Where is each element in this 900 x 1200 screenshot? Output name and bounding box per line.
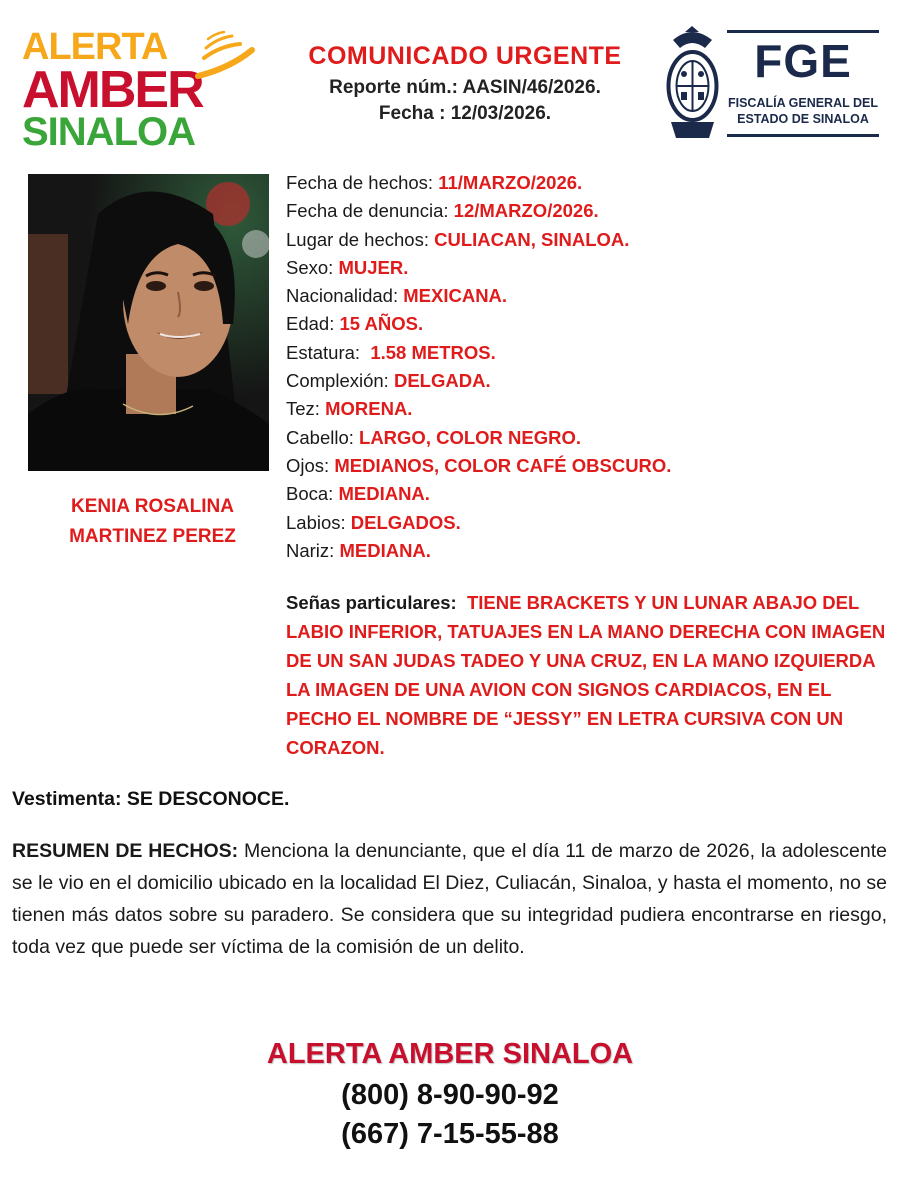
- person-name-line1: KENIA ROSALINA: [71, 496, 234, 517]
- missing-person-photo: [28, 174, 269, 471]
- phone-number-2[interactable]: (667) 7-15-55-88: [341, 1118, 559, 1150]
- detail-label: Lugar de hechos:: [286, 228, 435, 250]
- page-title: COMUNICADO URGENTE: [308, 42, 622, 70]
- detail-label: Nariz:: [286, 539, 340, 561]
- summary-text: Menciona la denunciante, que el día 11 de marzo de 2026, la adolescente se le vio en el domicilio ubicado en la localidad El Diez, Culiacán, Sinaloa, y hasta el momento, no se tienen más datos sobre su paradero. Se considera que su integridad pudiera encontrarse en riesgo, toda vez que puede ser víctima de la comisión de un delito.: [12, 840, 888, 958]
- fge-acronym: FGE: [754, 35, 852, 87]
- footer-contact: [0, 1038, 900, 1151]
- detail-label: Edad:: [286, 313, 340, 335]
- detail-value: MEDIANOS, COLOR CAFÉ OBSCURO.: [334, 454, 672, 476]
- detail-value: 1.58 METROS.: [370, 341, 496, 363]
- detail-label: Ojos:: [286, 454, 335, 476]
- footer-title: ALERTA AMBER SINALOA: [266, 1038, 634, 1070]
- clothing-line: Vestimenta: SE DESCONOCE.: [12, 788, 290, 810]
- detail-value: LARGO, COLOR NEGRO.: [359, 426, 582, 448]
- detail-value: DELGADA.: [393, 370, 491, 392]
- detail-row: [286, 282, 886, 310]
- senas-text: TIENE BRACKETS Y UN LUNAR ABAJO DEL LABIO INFERIOR, TATUAJES EN LA MANO DERECHA CON IMAGEN DE UN SAN JUDAS TADEO Y UNA CRUZ, EN LA MANO IZQUIERDA LA IMAGEN DE UNA AVION CON SIGNOS CARDIACOS, EN EL PECHO EL NOMBRE DE “JESSY” EN LETRA CURSIVA CON UN CORAZON.: [286, 592, 886, 758]
- detail-row: [286, 509, 886, 537]
- senas-label: Señas particulares:: [286, 592, 457, 613]
- detail-label: Cabello:: [286, 426, 360, 448]
- detail-row: [286, 395, 886, 423]
- state-seal-icon: [665, 26, 720, 141]
- detail-label: Labios:: [286, 511, 351, 533]
- detail-label: Complexión:: [286, 370, 394, 392]
- detail-value: DELGADOS.: [350, 511, 461, 533]
- detail-row: [286, 339, 886, 367]
- details-list: [286, 169, 886, 565]
- detail-row: [286, 367, 886, 395]
- detail-label: Fecha de hechos:: [286, 172, 439, 193]
- summary-paragraph: [12, 835, 887, 963]
- detail-row: [286, 537, 886, 565]
- detail-label: Fecha de denuncia:: [286, 200, 454, 222]
- report-number: Reporte núm.: AASIN/46/2026.: [329, 77, 601, 98]
- distinguishing-marks: [286, 588, 888, 762]
- person-name: [30, 492, 275, 553]
- person-name-line2: MARTINEZ PEREZ: [69, 526, 236, 548]
- detail-row: [286, 452, 886, 480]
- fge-divider-top: [727, 30, 879, 33]
- fge-divider-bottom: [727, 134, 879, 137]
- detail-value: MEDIANA.: [338, 483, 430, 505]
- detail-value: 12/MARZO/2026.: [453, 200, 599, 222]
- header-block: [280, 42, 650, 125]
- detail-value: 15 AÑOS.: [339, 313, 424, 335]
- detail-label: Tez:: [286, 398, 326, 420]
- detail-row: [286, 254, 886, 282]
- detail-label: Boca:: [286, 483, 339, 505]
- detail-label: Nacionalidad:: [286, 285, 404, 307]
- detail-row: [286, 169, 886, 197]
- report-date: Fecha : 12/03/2026.: [378, 103, 552, 124]
- detail-value: MORENA.: [325, 398, 413, 420]
- alerta-amber-logo: [22, 28, 252, 153]
- detail-row: [286, 480, 886, 508]
- logo-word-amber: AMBER: [22, 61, 203, 119]
- detail-row: [286, 197, 886, 225]
- fge-subtitle-line2: ESTADO DE SINALOA: [737, 111, 869, 126]
- detail-value: 11/MARZO/2026.: [438, 172, 583, 193]
- detail-row: [286, 424, 886, 452]
- signal-waves-icon: [190, 28, 260, 88]
- detail-value: CULIACAN, SINALOA.: [434, 228, 630, 250]
- detail-label: Estatura:: [286, 341, 371, 363]
- fge-subtitle-line1: FISCALÍA GENERAL DEL: [727, 96, 878, 110]
- summary-label: RESUMEN DE HECHOS:: [12, 840, 239, 862]
- detail-label: Sexo:: [286, 256, 339, 278]
- fge-logo: [665, 26, 885, 142]
- detail-row: [286, 310, 886, 338]
- fge-subtitle: [727, 96, 879, 127]
- logo-word-alerta: ALERTA: [22, 26, 168, 68]
- logo-word-sinaloa: SINALOA: [22, 110, 195, 154]
- detail-value: MEDIANA.: [339, 539, 431, 561]
- phone-number-1[interactable]: (800) 8-90-90-92: [341, 1079, 559, 1111]
- detail-value: MUJER.: [338, 256, 409, 278]
- detail-row: [286, 226, 886, 254]
- detail-value: MEXICANA.: [403, 285, 508, 307]
